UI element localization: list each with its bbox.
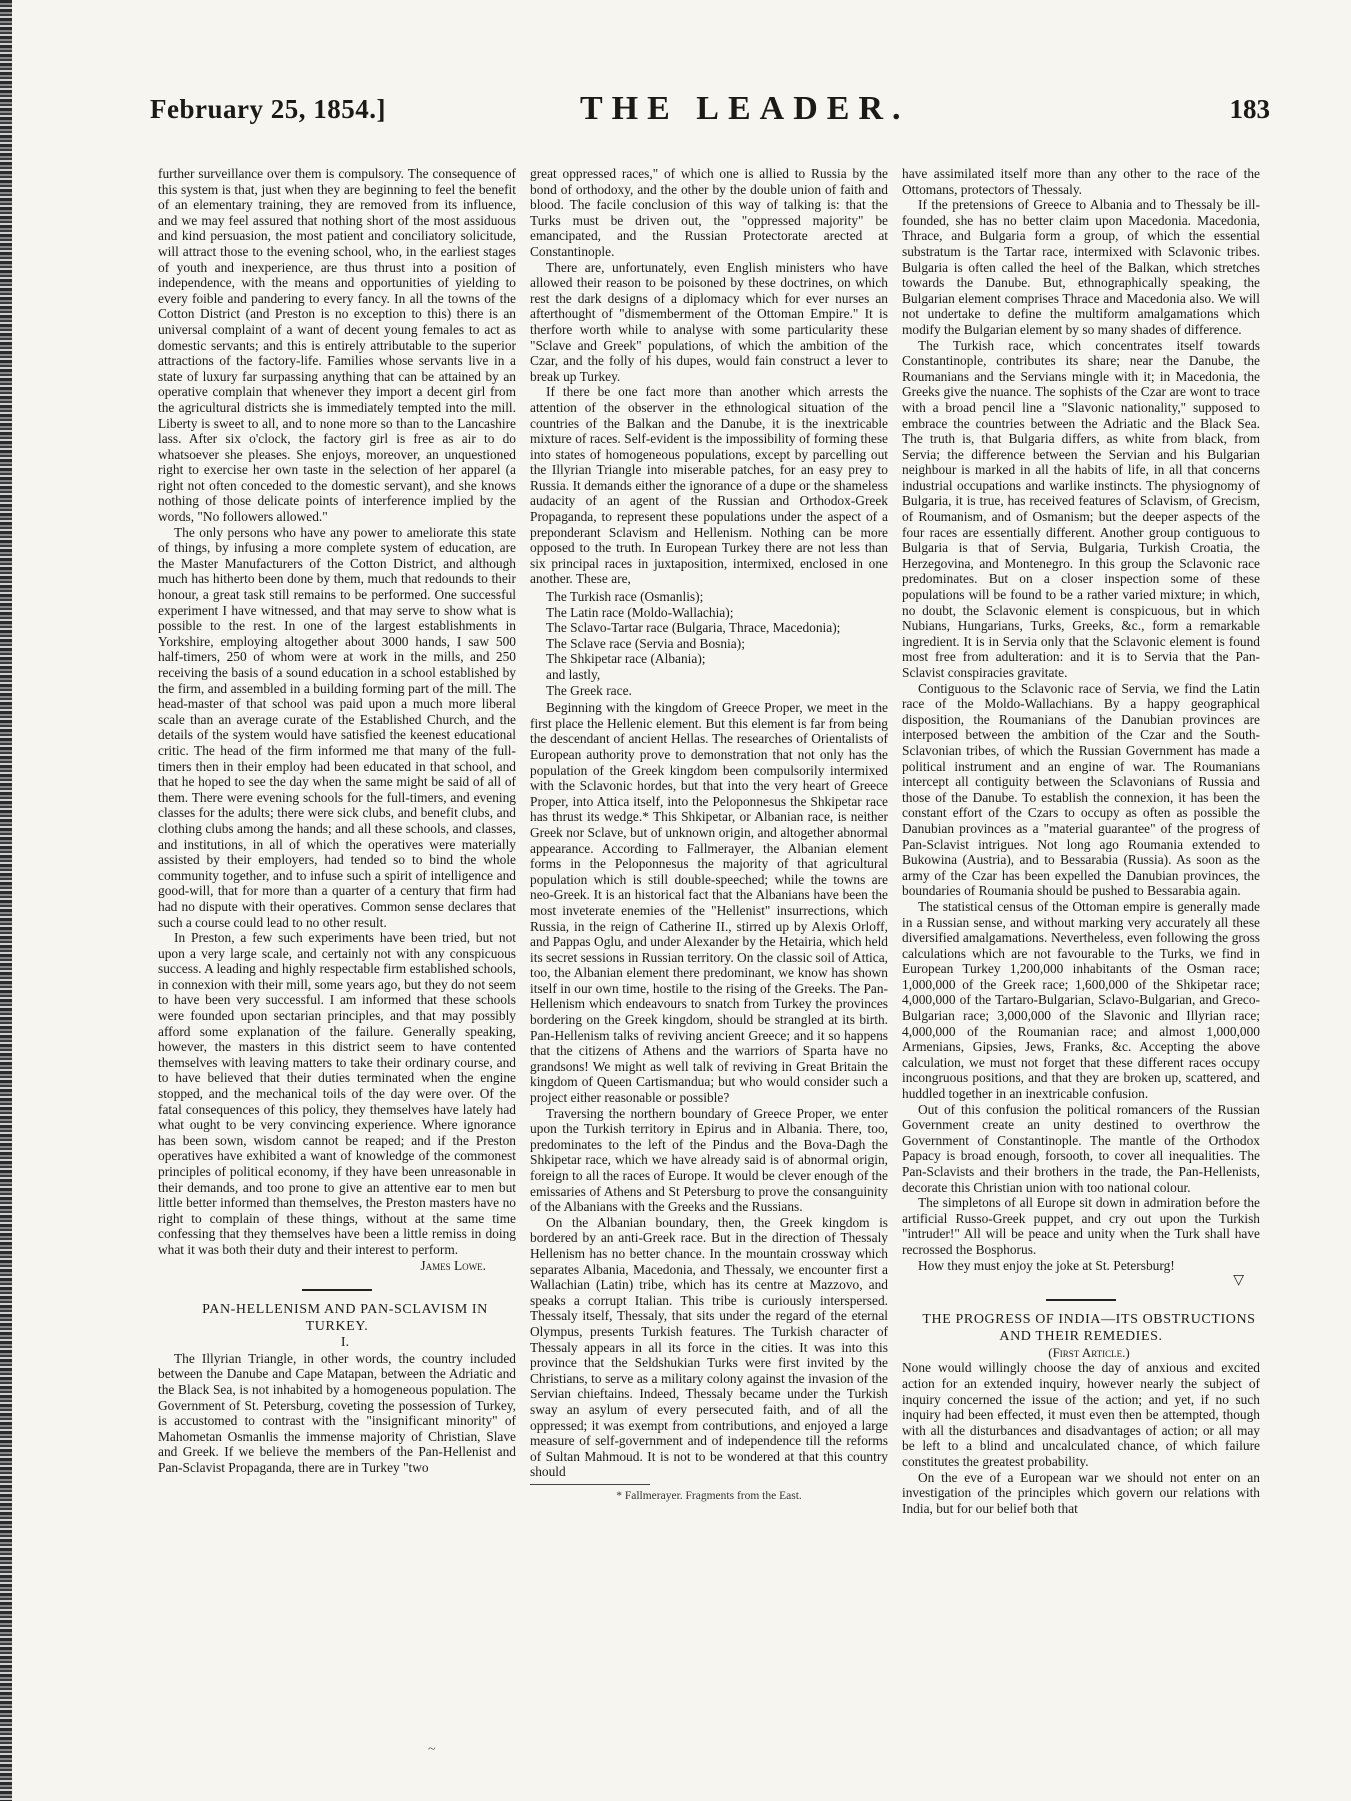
section-title-progress-of-india: THE PROGRESS OF INDIA—ITS OBSTRUCTIONS AND THEIR REMEDIES. [922, 1311, 1256, 1344]
col2-paragraph-2: There are, unfortunately, even English ministers who have allowed their reason to be poisoned by these doctrines, on which rest the dark designs of a diplomacy which for ever nurses an afterthought of "dismemberment of the Ottoman Empire." It is therfore worth while to analyse with some particularity these "Sclave and Greek" populations, of which the ambition of the Czar, and the folly of his dupes, would fain construct a lever to break up Turkey. [530, 259, 888, 384]
col2-paragraph-6: On the Albanian boundary, then, the Greek kingdom is bordered by an anti-Greek race. But in the direction of Thessaly Hellenism has no better chance. In the mountain crossway which separates Albania, Macedonia, and Thessaly, we encounter first a Wallachian (Latin) tribe, which has its centre at Mazzovo, and speaks a corrupt Italian. This tribe is curiously interspersed. Thessaly itself, Thessaly, that sits under the regard of the eternal Olympus, presents Turkish features. The Turkish character of Thessaly appears in all its force in the cities. It was into this province that the Seldshukian Turks were first invited by the Christians, to serve as a military colony against the invasion of the Servian chieftains. Indeed, Thessaly became under the Turkish sway an asylum of every persecuted faith, and of all the oppressed; it was exempt from contributions, and enjoyed a large measure of self-government and of independence till the reforms of Sultan Mahmoud. It is not to be wondered at that this country should [530, 1214, 888, 1480]
col3-paragraph-6: Out of this confusion the political romancers of the Russian Government create an unity destined to overthrow the Government of Constantinople. The mantle of the Orthodox Papacy is broad enough, forsooth, to cover all inequalities. The Pan-Sclavists and their brothers in the trade, the Pan-Hellenists, decorate this Christian union with too national colour. [902, 1101, 1260, 1195]
end-mark-icon: ▽ [1233, 1273, 1244, 1289]
col2-paragraph-4: Beginning with the kingdom of Greece Proper, we meet in the first place the Hellenic element. But this element is far from being the descendant of ancient Hellas. The researches of Orientalists of European authority prove to demonstration that not only has the population of the Greek kingdom been compulsorily intermixed with the Sclavonic hordes, but that into the very heart of Greece Proper, into Attica itself, into the Peloponnesus the Shkipetar race has thrust its wedge.* This Shkipetar, or Albanian race, is neither Greek nor Sclave, but of unknown origin, and altogether abnormal appearance. According to Fallmerayer, the Albanian element forms in the Peloponnesus the majority of that agricultural population which is still double-speeched; while the towns are neo-Greek. It is an historical fact that the Albanians have been the most inveterate enemies of the "Hellenist" insurrections, which Russia, in the reign of Catherine II., stirred up by Alexis Orloff, and Pappas Oglu, and under Alexander by the Hetairia, which held its secret sessions in Russian territory. On the classic soil of Attica, too, the Albanian element there predominant, we know has shown itself in our own time, hostile to the rising of the Greeks. The Pan-Hellenism which endeavours to snatch from Turkey the provinces bordering on the Greek kingdom, should be strangled at its birth. Pan-Hellenism talks of reviving ancient Greece; and it so happens that the citizens of Athens and the warriors of Sparta have no grandsons! We might as well talk of reviving in Great Britain the kingdom of Queen Cartismandua; but who would consider such a project either reasonable or possible? [530, 700, 889, 1106]
stray-ink-mark: ~ [428, 1742, 436, 1757]
col1-paragraph-1: further surveillance over them is compulsory. The consequence of this system is that, just when they are beginning to feel the benefit of an elementary training, they are removed from its influence, and we may feel assured that nothing short of the most assiduous and kind persuasion, the most patient and conciliatory solicitude, will attract those to the evening school, who, in the earliest stages of youth and inexperience, are thus thrust into a position of independence, with the means and opportunities of yielding to every foible and pandering to every fancy. In all the towns of the Cotton District (and Preston is no exception to this) there is an universal complaint of a want of decent young females to act as domestic servants; and this is entirely attributable to the superior attractions of the factory-life. Families whose servants live in a state of luxury far surpassing anything that can be attained by an operative complain that whenever they import a decent girl from the agricultural districts she is immediately tempted into the mill. Liberty is sweet to all, and to none more so than to the Lancashire lass. After six o'clock, the factory girl is free as air to do whatsoever she pleases. She enjoys, moreover, an unquestioned right to exercise her own taste in the selection of her apparel (a right not often conceded to the domestic servant), and she knows nothing of those delicate points of interference implied by the words, "No followers allowed." [158, 166, 516, 525]
page-binding-edge [0, 0, 12, 1801]
list-item: The Sclave race (Servia and Bosnia); [546, 635, 745, 651]
col1-paragraph-2: The only persons who have any power to ameliorate this state of things, by infusing a more complete system of education, are the Master Manufacturers of the Cotton District, and although much has hitherto been done by them, much that redounds to their honour, a great task still remains to be performed. One successful experiment I have witnessed, and that may serve to show what is possible to the rest. In one of the largest establishments in Yorkshire, employing altogether about 3000 hands, I saw 500 half-timers, 250 of whom were at work in the mills, and 250 receiving the basis of a sound education in a school established by the firm, and assembled in a building forming part of the mill. The head-master of that school was paid upon a much more liberal scale than an average curate of the Established Church, and the details of the system would have satisfied the keenest educational critic. The head of the firm informed me that many of the full-timers then in their employ had been educated in that school, and that he hoped to see the day when the same might be said of all of them. There were evening schools for the full-timers, and evening classes for the adults; there were sick clubs, and benefit clubs, and clothing clubs among the hands; and all these schools, and classes, and institutions, in all of which the operatives were materially assisted by their employers, had tended so to bind the whole community together, and to infuse such a spirit of intelligence and good-will, that for more than a quarter of a century that firm had had no dispute with their operatives. Common sense declares that such a course could lead to no other result. [158, 524, 516, 930]
col3-paragraph-5: The statistical census of the Ottoman empire is generally made in a Russian sense, and without marking very accurately all these diversified amalgamations. Nevertheless, even following the gross calculations which are not favourable to the Turks, we find in European Turkey 1,200,000 inhabitants of the Osman race; 1,000,000 of the Greek race; 1,600,000 of the Shkipetar race; 4,000,000 of the Tartaro-Bulgarian, Sclavo-Bulgarian, and Greco-Bulgarian race; 3,000,000 of the Slavonic and Illyrian race; 4,000,000 of the Roumanian race; and almost 1,000,000 Armenians, Gipsies, Jews, Franks, &c. Accepting the above calculation, we must not forget that these different races occupy incongruous positions, and that they are broken up, scattered, and huddled together in an inextricable confusion. [902, 898, 1260, 1102]
col3-paragraph-9: None would willingly choose the day of anxious and excited action for an extended inquiry, however nearly the subject of inquiry concerned the issue of the action; and yet, if no such inquiry had been effected, it must even then be attempted, though with all the disturbances and disadvantages of action; or all may be left to a blind and uncalculated chance, of which failure constitutes the greatest probability. [902, 1360, 1260, 1469]
col3-paragraph-3: The Turkish race, which concentrates itself towards Constantinople, contributes its share; near the Danube, the Roumanians and the Servians mingle with it; in Macedonia, the Greeks give the nuance. The sophists of the Czar are wont to trace with a broad pencil line a "Slavonic nationality," supposed to embrace the countries between the Adriatic and the Black Sea. The truth is, that Bulgaria differs, as white from black, from Servia; the difference between the Servian and his Bulgarian neighbour is marked in all the habits of life, in all that concerns industrial occupations and warlike instincts. The physiognomy of Bulgaria, it is true, has received features of Sclavism, of Grecism, of Roumanism, and of Osmanism; but the deeper aspects of the four races are essentially different. Another group contiguous to Bulgaria is that of Servia, Bulgaria, Turkish Croatia, the Herzegovina, and Montenegro. In this group the Sclavonic race predominates. But on a closer inspection some of these populations will be found to be a rather varied mixture; in which, no doubt, the Sclavonic element is conspicuous, but in which Nubians, Hungarians, Turks, Greeks, &c., form a remarkable ingredient. It is in Servia only that the Sclavonic element is found most free from adulteration: and it is to Servia that the Pan-Sclavist conspiracies gravitate. [902, 337, 1260, 680]
col2-paragraph-5: Traversing the northern boundary of Greece Proper, we enter upon the Turkish territory in Epirus and in Albania. There, too, predominates to the left of the Pindus and the Bova-Dagh the Shkipetar race, which we have already said is of abnormal origin, foreign to all the races of Europe. It would be clever enough of the emissaries of Athens and St Petersburg to prove the consanguinity of the Albanians with the Greeks and the Russians. [530, 1105, 888, 1215]
page-number: 183 [1229, 94, 1270, 124]
column-3 [902, 166, 1260, 1516]
list-item: The Turkish race (Osmanlis); [546, 589, 704, 605]
col3-paragraph-2: If the pretensions of Greece to Albania and to Thessaly be ill-founded, she has no better claim upon Macedonia. Macedonia, Thrace, and Bulgaria form a group, of which the essential substratum is the Tartar race, intermixed with Sclavonic tribes. Bulgaria is often called the heel of the Balkan, which stretches towards the Danube. But, ethnographically speaking, the Bulgarian element comprises Thrace and Macedonia also. We will not undertake to define the multiform amalgamations which modify the Bulgarian element by so many shades of difference. [902, 197, 1260, 337]
col1-paragraph-4: The Illyrian Triangle, in other words, the country included between the Danube and Cape Matapan, between the Adriatic and the Black Sea, is not inhabited by a homogeneous population. The Government of St. Petersburg, coveting the possession of Turkey, is accustomed to contrast with the "insignificant minority" of Mahometan Osmanlis the immense majority of Christian, Slave and Greek. If we believe the members of the Pan-Hellenist and Pan-Sclavist Propaganda, there are in Turkey "two [158, 1350, 516, 1475]
section-divider [302, 1289, 372, 1291]
list-item: The Latin race (Moldo-Wallachia); [546, 604, 734, 620]
col2-paragraph-1: great oppressed races," of which one is allied to Russia by the bond of orthodoxy, and the other by the double union of faith and blood. The facile conclusion of this way of talking is: that the Turks must be driven out, the "oppressed majority" be emancipated, and the Russian Protectorate arected at Constantinople. [530, 166, 888, 259]
col3-paragraph-10: On the eve of a European war we should not enter on an investigation of the principles which govern our relations with India, but for our belief both that [902, 1469, 1260, 1516]
col3-paragraph-1: have assimilated itself more than any other to the race of the Ottomans, protectors of Thessaly. [902, 166, 1260, 197]
header-date: February 25, 1854.] [150, 94, 386, 124]
section-number: I. [340, 1335, 350, 1351]
footnote-divider [530, 1484, 650, 1485]
list-item: The Greek race. [546, 682, 632, 698]
col3-paragraph-4: Contiguous to the Sclavonic race of Servia, we find the Latin race of the Moldo-Wallachians. By a happy geographical disposition, the Roumanians of the Danubian provinces are interposed between the ambition of the Czar and the South-Sclavonian tribes, of which the Russian Government has made a political instrument and an engine of war. The Roumanians intercept all contiguity between the Sclavonians of Russia and those of the Danube. To establish the connexion, it has been the constant effort of the Czars to occupy as often as possible the Danubian provinces as a "material guarantee" of the progress of Pan-Sclavist intrigues. Not long ago Roumania extended to Bukowina (Austria), and to Bessarabia (Russia). As soon as the army of the Czar has been expelled the Danubian provinces, the boundaries of Roumania should be pushed to Bessarabia again. [902, 680, 1260, 899]
section-title-pan-hellenism: PAN-HELLENISM AND PAN-SCLAVISM IN TURKEY. [202, 1302, 488, 1335]
article-signature: James Lowe. [420, 1257, 486, 1273]
masthead-title: THE LEADER. [580, 90, 910, 127]
col3-paragraph-8: How they must enjoy the joke at St. Petersburg! [918, 1257, 1175, 1273]
section-divider [1046, 1299, 1116, 1301]
article-subtitle: (First Article.) [1048, 1344, 1130, 1360]
footnote: * Fallmerayer. Fragments from the East. [616, 1489, 802, 1502]
page-header [150, 88, 1270, 128]
column-1 [158, 166, 516, 1476]
races-list [546, 589, 888, 698]
col1-paragraph-3: In Preston, a few such experiments have been tried, but not upon a very large scale, and certainly not with any conspicuous success. A leading and highly respectable firm established schools, in connexion with their mill, some years ago, but they do not seem to have been very successful. I am informed that these schools were founded upon sectarian principles, and that may possibly afford some explanation of the failure. Generally speaking, however, the masters in this district seem to have contented themselves with leaving matters to take their ordinary course, and to have believed that their duties terminated when the engine stopped, and the mechanical toils of the day were over. Of the fatal consequences of this policy, they themselves have lately had what ought to be very convincing experience. Where ignorance has been sown, wisdom cannot be reaped; and if the Preston operatives have exhibited a want of knowledge of the commonest principles of political economy, if they have been unreasonable in their demands, and too prone to give an attentive ear to men but little better informed than themselves, the Preston masters have no right to complain of these things, without at the same time confessing that they themselves have been a little remiss in doing what it was both their duty and their interest to perform. [158, 930, 516, 1257]
list-item: The Shkipetar race (Albania); [546, 651, 706, 667]
list-item: The Sclavo-Tartar race (Bulgaria, Thrace, Macedonia); [546, 620, 841, 636]
column-2 [530, 166, 888, 1504]
col3-paragraph-7: The simpletons of all Europe sit down in admiration before the artificial Russo-Greek puppet, and cry out upon the Turkish "intruder!" All will be peace and unity when the Turk shall have recrossed the Bosphorus. [902, 1195, 1260, 1257]
col2-paragraph-3: If there be one fact more than another which arrests the attention of the observer in the ethnological situation of the countries of the Balkan and the Danube, it is the inextricable mixture of races. Self-evident is the impossibility of forming these into states of homogeneous populations, except by parcelling out the Illyrian Triangle into miserable patches, for an easy prey to Russia. It demands either the ignorance of a dupe or the shameless audacity of an agent of the Russian and Orthodox-Greek Propaganda, to represent these populations under the aspect of a preponderant Sclavism and Hellenism. Nothing can be more opposed to the truth. In European Turkey there are not less than six principal races in juxtaposition, intermixed, enclosed in one another. These are, [530, 384, 888, 587]
list-item: and lastly, [546, 667, 601, 682]
